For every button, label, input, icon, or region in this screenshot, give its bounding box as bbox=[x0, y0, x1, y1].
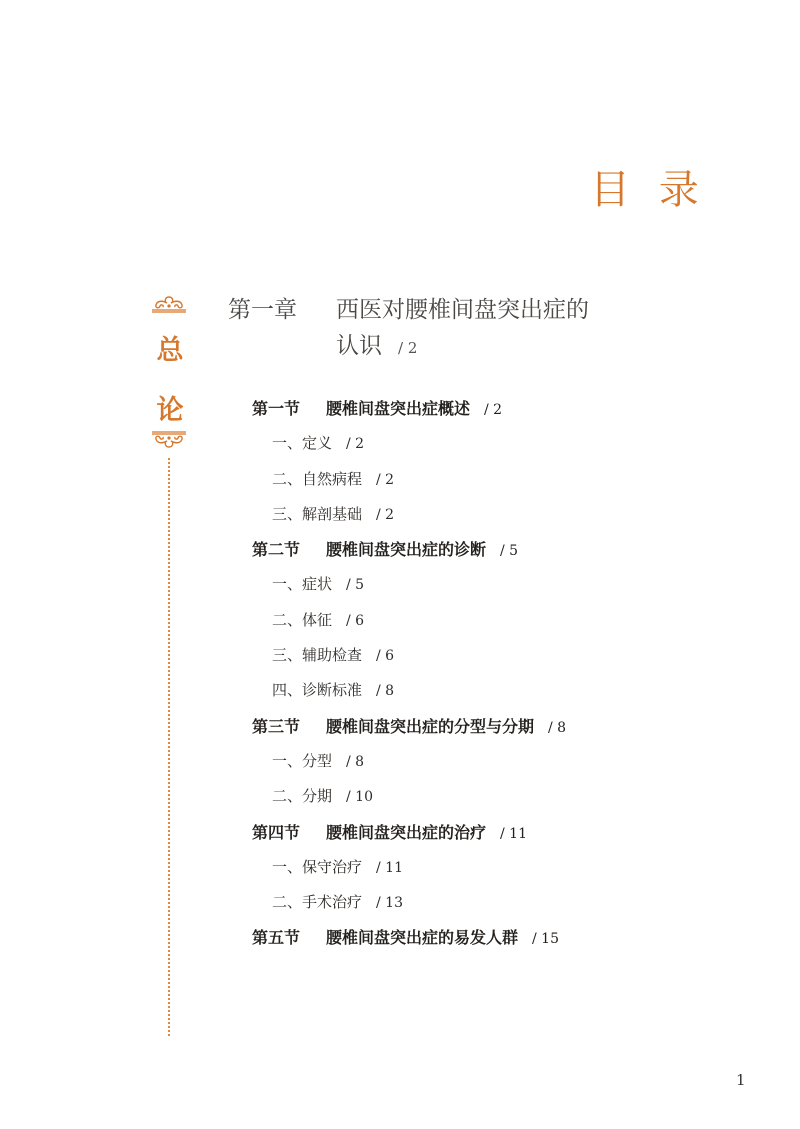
toc-entry-title: 二、分期 bbox=[272, 787, 333, 806]
toc-entry-page: / 8 bbox=[548, 719, 567, 736]
toc-entry-page: / 11 bbox=[376, 859, 403, 876]
toc-entry-title: 一、定义 bbox=[272, 434, 333, 453]
toc-item-entry[interactable] bbox=[252, 638, 732, 673]
toc-entry-title: 二、自然病程 bbox=[272, 469, 363, 488]
toc-item-entry[interactable] bbox=[252, 497, 732, 532]
toc-entry-title: 一、分型 bbox=[272, 751, 333, 770]
toc-entry-page: / 6 bbox=[346, 612, 365, 629]
toc-section-label: 第三节 bbox=[252, 716, 301, 736]
toc-entry-page: / 5 bbox=[500, 543, 519, 560]
page-number: 1 bbox=[736, 1071, 746, 1089]
chapter-line-1 bbox=[228, 292, 589, 328]
toc-entry-title: 二、体征 bbox=[272, 610, 333, 629]
toc-section-label: 第五节 bbox=[252, 928, 301, 948]
toc-list bbox=[252, 391, 732, 956]
toc-section-label: 第一节 bbox=[252, 399, 301, 418]
toc-item-entry[interactable] bbox=[252, 744, 732, 779]
toc-entry-page: / 6 bbox=[376, 648, 395, 665]
toc-item-entry[interactable] bbox=[252, 603, 732, 638]
toc-section-label: 第二节 bbox=[252, 540, 301, 560]
toc-section-entry[interactable] bbox=[252, 815, 732, 850]
toc-entry-title: 三、解剖基础 bbox=[272, 504, 363, 523]
toc-entry-title: 四、诊断标准 bbox=[272, 681, 363, 700]
toc-section-entry[interactable] bbox=[252, 920, 732, 955]
toc-entry-page: / 15 bbox=[532, 931, 559, 948]
chapter-heading[interactable] bbox=[228, 292, 589, 366]
side-label-char-2: 论 bbox=[156, 395, 184, 426]
toc-entry-page: / 5 bbox=[346, 577, 365, 594]
toc-entry-title: 三、辅助检查 bbox=[272, 646, 363, 665]
toc-section-label: 第四节 bbox=[252, 822, 301, 842]
toc-entry-title: 一、症状 bbox=[272, 575, 333, 594]
toc-entry-page: / 8 bbox=[346, 753, 365, 770]
side-label-char-1: 总 bbox=[156, 335, 184, 366]
toc-entry-title: 二、手术治疗 bbox=[272, 893, 363, 912]
cloud-ornament-icon bbox=[150, 294, 188, 314]
chapter-page: / 2 bbox=[398, 339, 418, 357]
toc-entry-title: 腰椎间盘突出症概述 bbox=[326, 399, 471, 418]
toc-entry-page: / 2 bbox=[484, 402, 503, 418]
toc-entry-title: 腰椎间盘突出症的诊断 bbox=[326, 540, 487, 560]
toc-item-entry[interactable] bbox=[252, 673, 732, 708]
toc-section-entry[interactable] bbox=[252, 391, 732, 426]
toc-item-entry[interactable] bbox=[252, 567, 732, 602]
toc-entry-title: 腰椎间盘突出症的分型与分期 bbox=[326, 716, 535, 736]
cloud-ornament-bottom-icon bbox=[150, 430, 188, 450]
toc-item-entry[interactable] bbox=[252, 779, 732, 814]
toc-item-entry[interactable] bbox=[252, 426, 732, 461]
toc-section-entry[interactable] bbox=[252, 532, 732, 567]
chapter-title-line2: 认识 bbox=[336, 333, 382, 359]
toc-entry-title: 一、保守治疗 bbox=[272, 857, 363, 876]
toc-item-entry[interactable] bbox=[252, 885, 732, 920]
page-title: 目 录 bbox=[590, 167, 707, 213]
toc-entry-page: / 8 bbox=[376, 683, 395, 700]
toc-entry-page: / 10 bbox=[346, 789, 373, 806]
chapter-label: 第一章 bbox=[228, 297, 297, 323]
chapter-title-line1: 西医对腰椎间盘突出症的 bbox=[336, 297, 589, 323]
toc-entry-page: / 2 bbox=[376, 471, 395, 488]
toc-entry-title: 腰椎间盘突出症的易发人群 bbox=[326, 928, 519, 948]
toc-entry-page: / 2 bbox=[376, 506, 395, 523]
toc-entry-page: / 2 bbox=[346, 436, 365, 453]
dotted-divider bbox=[168, 458, 170, 1036]
toc-entry-title: 腰椎间盘突出症的治疗 bbox=[326, 822, 487, 842]
toc-item-entry[interactable] bbox=[252, 462, 732, 497]
toc-item-entry[interactable] bbox=[252, 850, 732, 885]
toc-entry-page: / 11 bbox=[500, 825, 527, 842]
chapter-line-2 bbox=[228, 328, 589, 366]
toc-entry-page: / 13 bbox=[376, 895, 403, 912]
toc-section-entry[interactable] bbox=[252, 709, 732, 744]
